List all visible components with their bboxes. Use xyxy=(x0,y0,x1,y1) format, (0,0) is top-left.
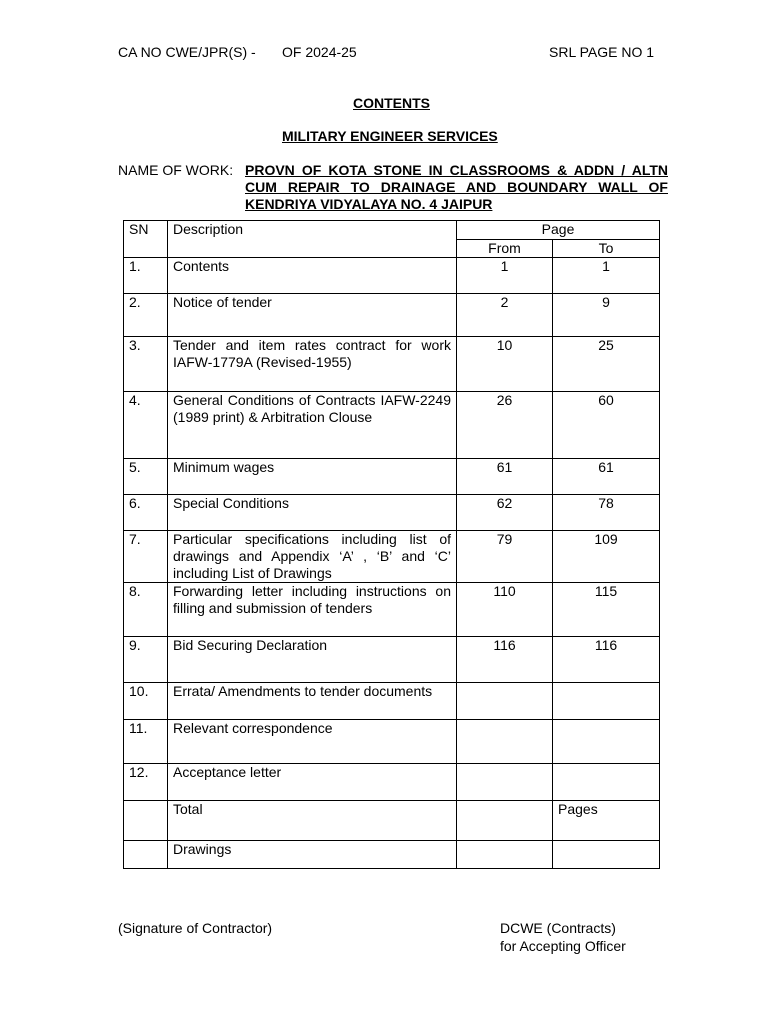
table-row xyxy=(124,459,660,495)
total-row xyxy=(124,801,660,841)
pages-label: Pages xyxy=(553,801,660,841)
row-from: 110 xyxy=(457,583,553,637)
header-from: From xyxy=(457,240,553,258)
ca-number: CA NO CWE/JPR(S) - xyxy=(118,44,256,60)
row-description: Contents xyxy=(168,258,457,294)
row-sn: 7. xyxy=(124,531,168,583)
contractor-signature: (Signature of Contractor) xyxy=(118,920,273,936)
row-to: 78 xyxy=(553,495,660,531)
table-row xyxy=(124,683,660,720)
header-sn: SN xyxy=(124,221,168,258)
row-from xyxy=(457,764,553,801)
row-sn: 3. xyxy=(124,337,168,392)
table-row xyxy=(124,637,660,683)
row-to: 116 xyxy=(553,637,660,683)
table-row xyxy=(124,583,660,637)
contents-table xyxy=(123,220,660,869)
table-row xyxy=(124,294,660,337)
table-row xyxy=(124,258,660,294)
row-sn: 1. xyxy=(124,258,168,294)
header-page: Page xyxy=(457,221,660,240)
accepting-officer: for Accepting Officer xyxy=(500,938,626,954)
row-sn: 6. xyxy=(124,495,168,531)
row-from: 62 xyxy=(457,495,553,531)
work-label: NAME OF WORK: xyxy=(118,162,234,178)
row-to: 25 xyxy=(553,337,660,392)
row-sn: 2. xyxy=(124,294,168,337)
drawings-label: Drawings xyxy=(168,841,457,869)
header-to: To xyxy=(553,240,660,258)
table-header-row xyxy=(124,221,660,240)
row-from: 1 xyxy=(457,258,553,294)
table-row xyxy=(124,764,660,801)
row-from: 116 xyxy=(457,637,553,683)
row-description: Relevant correspondence xyxy=(168,720,457,764)
header-description: Description xyxy=(168,221,457,258)
table-row xyxy=(124,720,660,764)
contents-title: CONTENTS xyxy=(353,95,430,111)
row-to: 9 xyxy=(553,294,660,337)
row-to: 61 xyxy=(553,459,660,495)
row-to xyxy=(553,720,660,764)
row-description: Tender and item rates contract for work IAFW-1779A (Revised-1955) xyxy=(168,337,457,392)
row-description: Errata/ Amendments to tender documents xyxy=(168,683,457,720)
row-to: 1 xyxy=(553,258,660,294)
dcwe-contracts: DCWE (Contracts) xyxy=(500,920,616,936)
total-label: Total xyxy=(168,801,457,841)
organization-title: MILITARY ENGINEER SERVICES xyxy=(282,128,498,144)
row-sn: 8. xyxy=(124,583,168,637)
work-name: PROVN OF KOTA STONE IN CLASSROOMS & ADDN / ALTN CUM REPAIR TO DRAINAGE AND BOUNDARY WALL OF KENDRIYA VIDYALAYA NO. 4 JAIPUR xyxy=(245,162,668,212)
row-description: Minimum wages xyxy=(168,459,457,495)
row-sn: 4. xyxy=(124,392,168,459)
contract-year: OF 2024-25 xyxy=(282,44,357,60)
row-to: 60 xyxy=(553,392,660,459)
row-to xyxy=(553,764,660,801)
row-from: 79 xyxy=(457,531,553,583)
row-from: 2 xyxy=(457,294,553,337)
row-description: Bid Securing Declaration xyxy=(168,637,457,683)
row-description: Forwarding letter including instructions on filling and submission of tenders xyxy=(168,583,457,637)
row-sn: 10. xyxy=(124,683,168,720)
table-row xyxy=(124,531,660,583)
row-from: 26 xyxy=(457,392,553,459)
row-to xyxy=(553,683,660,720)
row-to: 109 xyxy=(553,531,660,583)
table-row xyxy=(124,392,660,459)
srl-page-number: SRL PAGE NO 1 xyxy=(549,44,655,60)
row-from: 10 xyxy=(457,337,553,392)
row-from xyxy=(457,683,553,720)
row-from xyxy=(457,720,553,764)
row-description: Notice of tender xyxy=(168,294,457,337)
row-to: 115 xyxy=(553,583,660,637)
row-sn: 12. xyxy=(124,764,168,801)
table-row xyxy=(124,495,660,531)
row-description: Particular specifications including list of drawings and Appendix ‘A’ , ‘B’ and ‘C’ including List of Drawings xyxy=(168,531,457,583)
row-sn: 9. xyxy=(124,637,168,683)
drawings-row xyxy=(124,841,660,869)
row-sn: 5. xyxy=(124,459,168,495)
row-description: Acceptance letter xyxy=(168,764,457,801)
row-sn: 11. xyxy=(124,720,168,764)
table-row xyxy=(124,337,660,392)
row-description: Special Conditions xyxy=(168,495,457,531)
row-description: General Conditions of Contracts IAFW-2249 (1989 print) & Arbitration Clouse xyxy=(168,392,457,459)
row-from: 61 xyxy=(457,459,553,495)
